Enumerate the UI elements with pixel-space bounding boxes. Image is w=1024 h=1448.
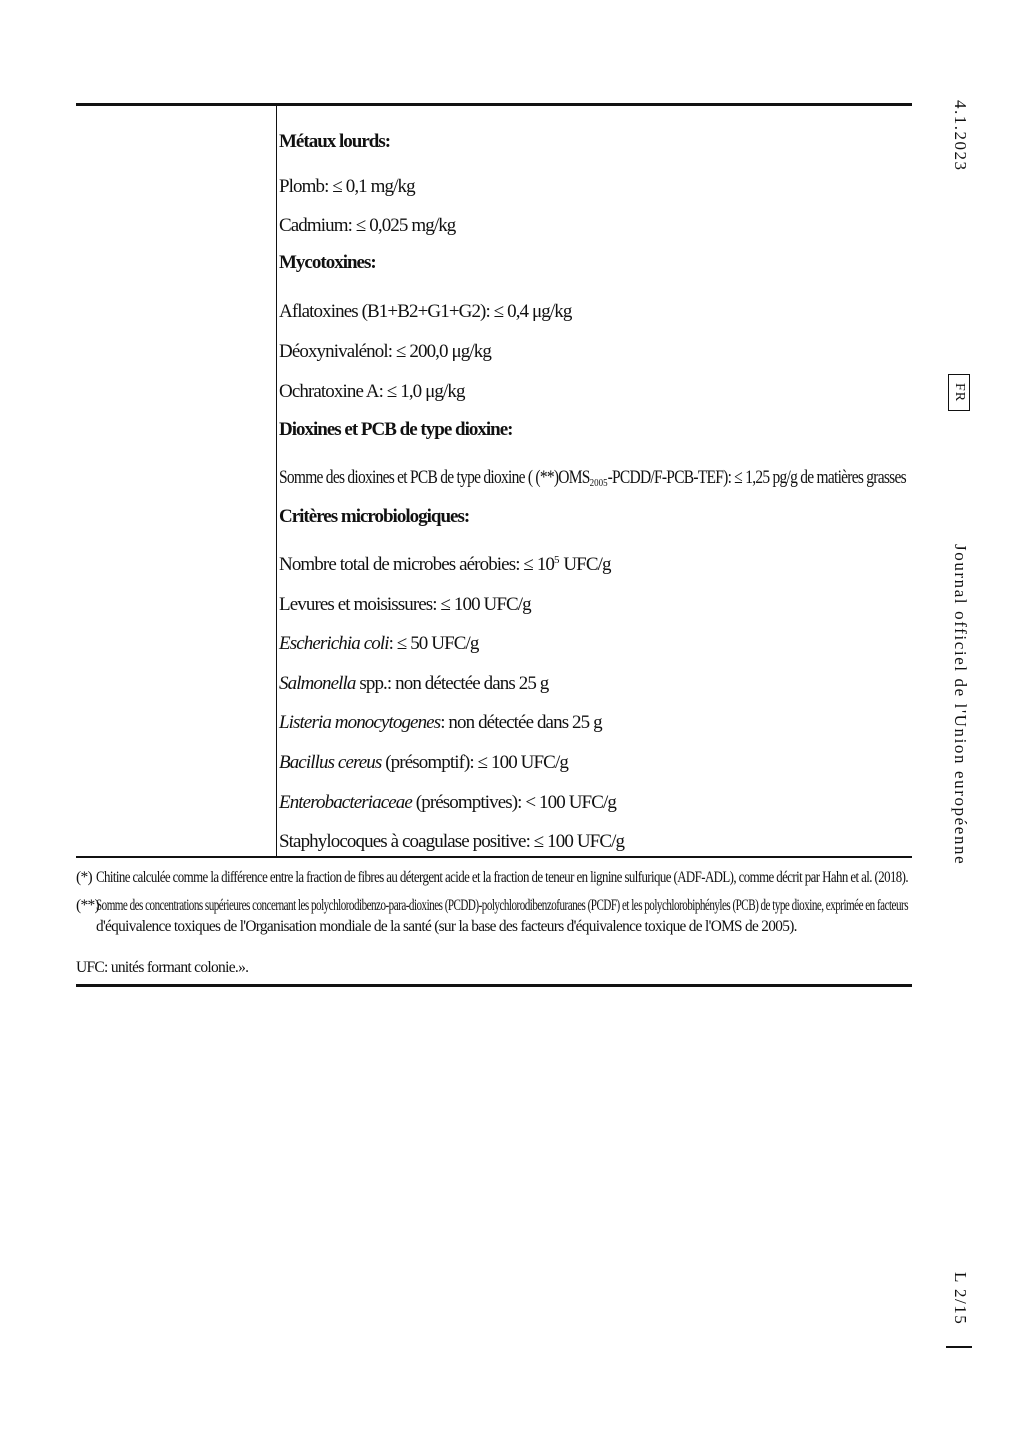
- dioxins-sum-limit: [279, 467, 906, 489]
- enterobacteriaceae-name: Enterobacteriaceae: [279, 792, 412, 813]
- dioxins-heading: Dioxines et PCB de type dioxine:: [279, 419, 513, 440]
- footnote-2-mark: (**): [76, 897, 100, 914]
- ecoli-name: Escherichia coli: [279, 633, 389, 654]
- page-margin: [946, 100, 970, 1348]
- aerobic-suffix: UFC/g: [559, 554, 611, 575]
- bacillus-value: (présomptif): ≤ 100 UFC/g: [381, 752, 568, 773]
- cadmium-limit: Cadmium: ≤ 0,025 mg/kg: [279, 215, 456, 236]
- footnote-2-line-1: Somme des concentrations supérieures concernant les polychlorodibenzo-para-dioxines (PCDD)-polychlorodibenzofuranes (PCDF) et les polychlorobiphényles (PCB) de type dioxine, exprimée en facteurs: [96, 897, 909, 914]
- journal-title: Journal officiel de l'Union européenne: [951, 544, 970, 866]
- ufc-definition: UFC: unités formant colonie.».: [76, 959, 249, 976]
- mycotoxins-heading: Mycotoxines:: [279, 252, 376, 273]
- salmonella-name: Salmonella: [279, 673, 356, 694]
- salmonella-value: spp.: non détectée dans 25 g: [355, 673, 549, 694]
- footnote-1-text: Chitine calculée comme la différence entre la fraction de fibres au détergent acide et la fraction de teneur en lignine sulfurique (ADF-ADL), comme décrit par Hahn et al. (2018).: [96, 869, 909, 886]
- aerobic-exponent: 5: [554, 554, 560, 566]
- deoxynivalenol-limit: Déoxynivalénol: ≤ 200,0 μg/kg: [279, 341, 491, 362]
- enterobacteriaceae-limit: [279, 792, 616, 814]
- bottom-rule: [76, 984, 912, 987]
- ecoli-value: : ≤ 50 UFC/g: [388, 633, 479, 654]
- page-number: L 2/15: [951, 1272, 970, 1326]
- lead-limit: Plomb: ≤ 0,1 mg/kg: [279, 176, 415, 197]
- listeria-value: : non détectée dans 25 g: [440, 712, 602, 733]
- ochratoxin-limit: Ochratoxine A: ≤ 1,0 μg/kg: [279, 381, 465, 402]
- footnote-2-line-2: d'équivalence toxiques de l'Organisation mondiale de la santé (sur la base des facteurs d'équivalence toxique de l'OMS de 2005).: [96, 918, 797, 935]
- bacillus-name: Bacillus cereus: [279, 752, 382, 773]
- table-left-column: [76, 106, 276, 856]
- salmonella-limit: [279, 673, 548, 695]
- listeria-limit: [279, 712, 602, 734]
- heavy-metals-heading: Métaux lourds:: [279, 131, 391, 152]
- microbiological-heading: Critères microbiologiques:: [279, 506, 470, 527]
- bacillus-limit: [279, 752, 568, 774]
- listeria-name: Listeria monocytogenes: [279, 712, 441, 733]
- dioxins-sum-prefix: Somme des dioxines et PCB de type dioxine ( (**)OMS: [279, 467, 590, 488]
- aflatoxins-limit: Aflatoxines (B1+B2+G1+G2): ≤ 0,4 μg/kg: [279, 301, 572, 322]
- aerobic-prefix: Nombre total de microbes aérobies: ≤ 10: [279, 554, 555, 575]
- language-badge: FR: [948, 374, 970, 411]
- publication-date: 4.1.2023: [951, 100, 970, 172]
- aerobic-count-limit: [279, 554, 611, 576]
- footnote-1-mark: (*): [76, 869, 92, 886]
- page-number-rule: [946, 1346, 972, 1348]
- dioxins-sum-year: 2005: [589, 477, 608, 489]
- dioxins-sum-suffix: -PCDD/F-PCB-TEF): ≤ 1,25 pg/g de matières grasses: [607, 467, 906, 488]
- staphylococci-limit: Staphylocoques à coagulase positive: ≤ 100 UFC/g: [279, 831, 625, 852]
- enterobacteriaceae-value: (présomptives): < 100 UFC/g: [411, 792, 616, 813]
- specification-table: [76, 103, 912, 858]
- yeasts-limit: Levures et moisissures: ≤ 100 UFC/g: [279, 594, 531, 615]
- table-right-column: [279, 106, 912, 856]
- column-divider: [276, 106, 277, 856]
- ecoli-limit: [279, 633, 479, 655]
